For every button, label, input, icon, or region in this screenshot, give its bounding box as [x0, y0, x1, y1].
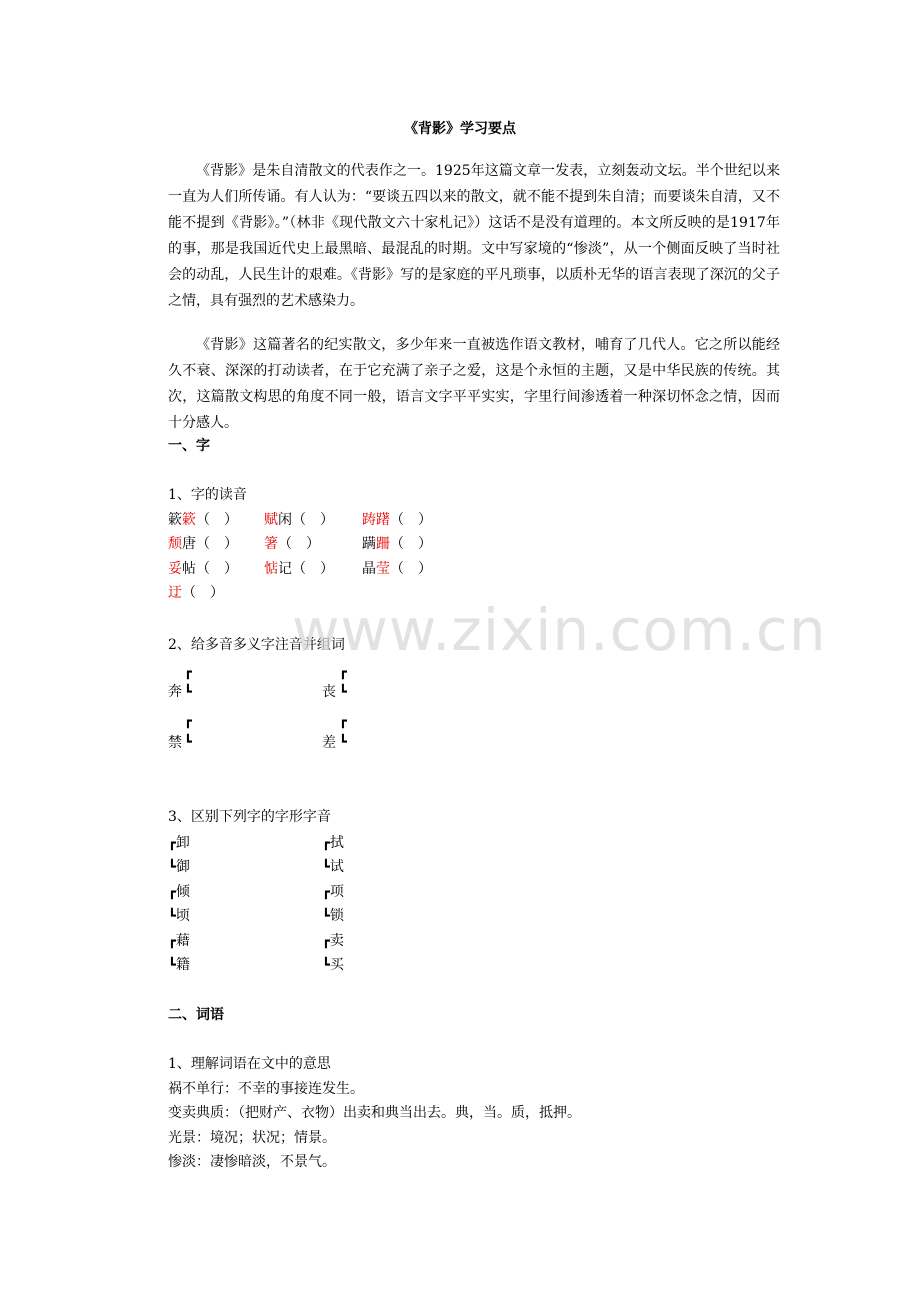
section-heading-vocabulary: 二、词语: [168, 1007, 224, 1023]
bracket-bottom-icon: ┗: [184, 735, 192, 750]
bracket-top-icon: ┏: [184, 714, 192, 729]
pronunciation-item: 迂（ ）: [168, 585, 224, 601]
pronunciation-item: 蹒跚（ ）: [362, 536, 432, 552]
char-pair-item: ┗买: [322, 957, 344, 973]
char-pair-item: ┗御: [168, 859, 190, 875]
intro-paragraph-2: 《背影》这篇著名的纪实散文，多少年来一直被选作语文教材，哺育了几代人。它之所以能经久不衰、深深的打动读者，在于它充满了亲子之爱，这是个永恒的主题，又是中华民族的传统。其次，这篇散文构思的角度不同一般，语言文字平平实实，字里行间渗透着一种深切怀念之情，因而十分感人。: [168, 337, 780, 431]
pronunciation-item: 晶莹（ ）: [362, 561, 432, 577]
polyphone-char: 奔: [168, 684, 182, 700]
watermark: www.zixin.com.cn: [292, 596, 827, 664]
char-pair-item: ┏卸: [168, 835, 190, 851]
char-pair-item: ┏藉: [168, 933, 190, 949]
char-pair-item: ┗顷: [168, 908, 190, 924]
definition-line: 惨淡：凄惨暗淡，不景气。: [168, 1154, 336, 1170]
char-pair-item: ┏卖: [322, 933, 344, 949]
polyphone-char: 丧: [322, 684, 336, 700]
char-pair-item: ┗试: [322, 859, 344, 875]
definition-line: 光景：境况；状况；情景。: [168, 1130, 336, 1146]
subheading-word-meanings: 1、理解词语在文中的意思: [168, 1056, 331, 1072]
intro-paragraph-1: 《背影》是朱自清散文的代表作之一。1925年这篇文章一发表，立刻轰动文坛。半个世纪以来一直为人们所传诵。有人认为：“要谈五四以来的散文，就不能不提到朱自清；而要谈朱自清，又不能不提到《背影》。”（林非《现代散文六十家札记》）这话不是没有道理的。本文所反映的是1917年的事，那是我国近代史上最黑暗、最混乱的时期。文中写家境的“惨淡”，从一个侧面反映了当时社会的动乱，人民生计的艰难。《背影》写的是家庭的平凡琐事，以质朴无华的语言表现了深沉的父子之情，具有强烈的艺术感染力。: [168, 163, 780, 309]
char-pair-item: ┏项: [322, 884, 344, 900]
bracket-top-icon: ┏: [339, 665, 347, 680]
pronunciation-item: 簌簌（ ）: [168, 512, 238, 528]
char-pair-item: ┗籍: [168, 957, 190, 973]
subheading-character-shapes: 3、区别下列字的字形字音: [168, 809, 331, 825]
pronunciation-item: 箸（ ）: [264, 536, 320, 552]
char-pair-item: ┏拭: [322, 835, 344, 851]
polyphone-char: 禁: [168, 735, 182, 751]
bracket-bottom-icon: ┗: [339, 735, 347, 750]
bracket-bottom-icon: ┗: [184, 685, 192, 700]
polyphone-char: 差: [322, 735, 336, 751]
subheading-polyphones: 2、给多音多义字注音并组词: [168, 637, 345, 653]
pronunciation-item: 颓唐（ ）: [168, 536, 238, 552]
char-pair-item: ┏倾: [168, 884, 190, 900]
pronunciation-item: 妥帖（ ）: [168, 561, 238, 577]
subheading-pronunciation: 1、字的读音: [168, 487, 247, 503]
pronunciation-item: 惦记（ ）: [264, 561, 334, 577]
bracket-top-icon: ┏: [184, 665, 192, 680]
pronunciation-item: 踌躇（ ）: [362, 512, 432, 528]
bracket-top-icon: ┏: [339, 714, 347, 729]
pronunciation-item: 赋闲（ ）: [264, 512, 334, 528]
definition-line: 祸不单行：不幸的事接连发生。: [168, 1081, 364, 1097]
char-pair-item: ┗锁: [322, 908, 344, 924]
bracket-bottom-icon: ┗: [339, 685, 347, 700]
definition-line: 变卖典质：（把财产、衣物）出卖和典当出去。典，当。质，抵押。: [168, 1105, 581, 1121]
document-title: 《背影》学习要点: [404, 121, 516, 137]
section-heading-characters: 一、字: [168, 438, 210, 454]
